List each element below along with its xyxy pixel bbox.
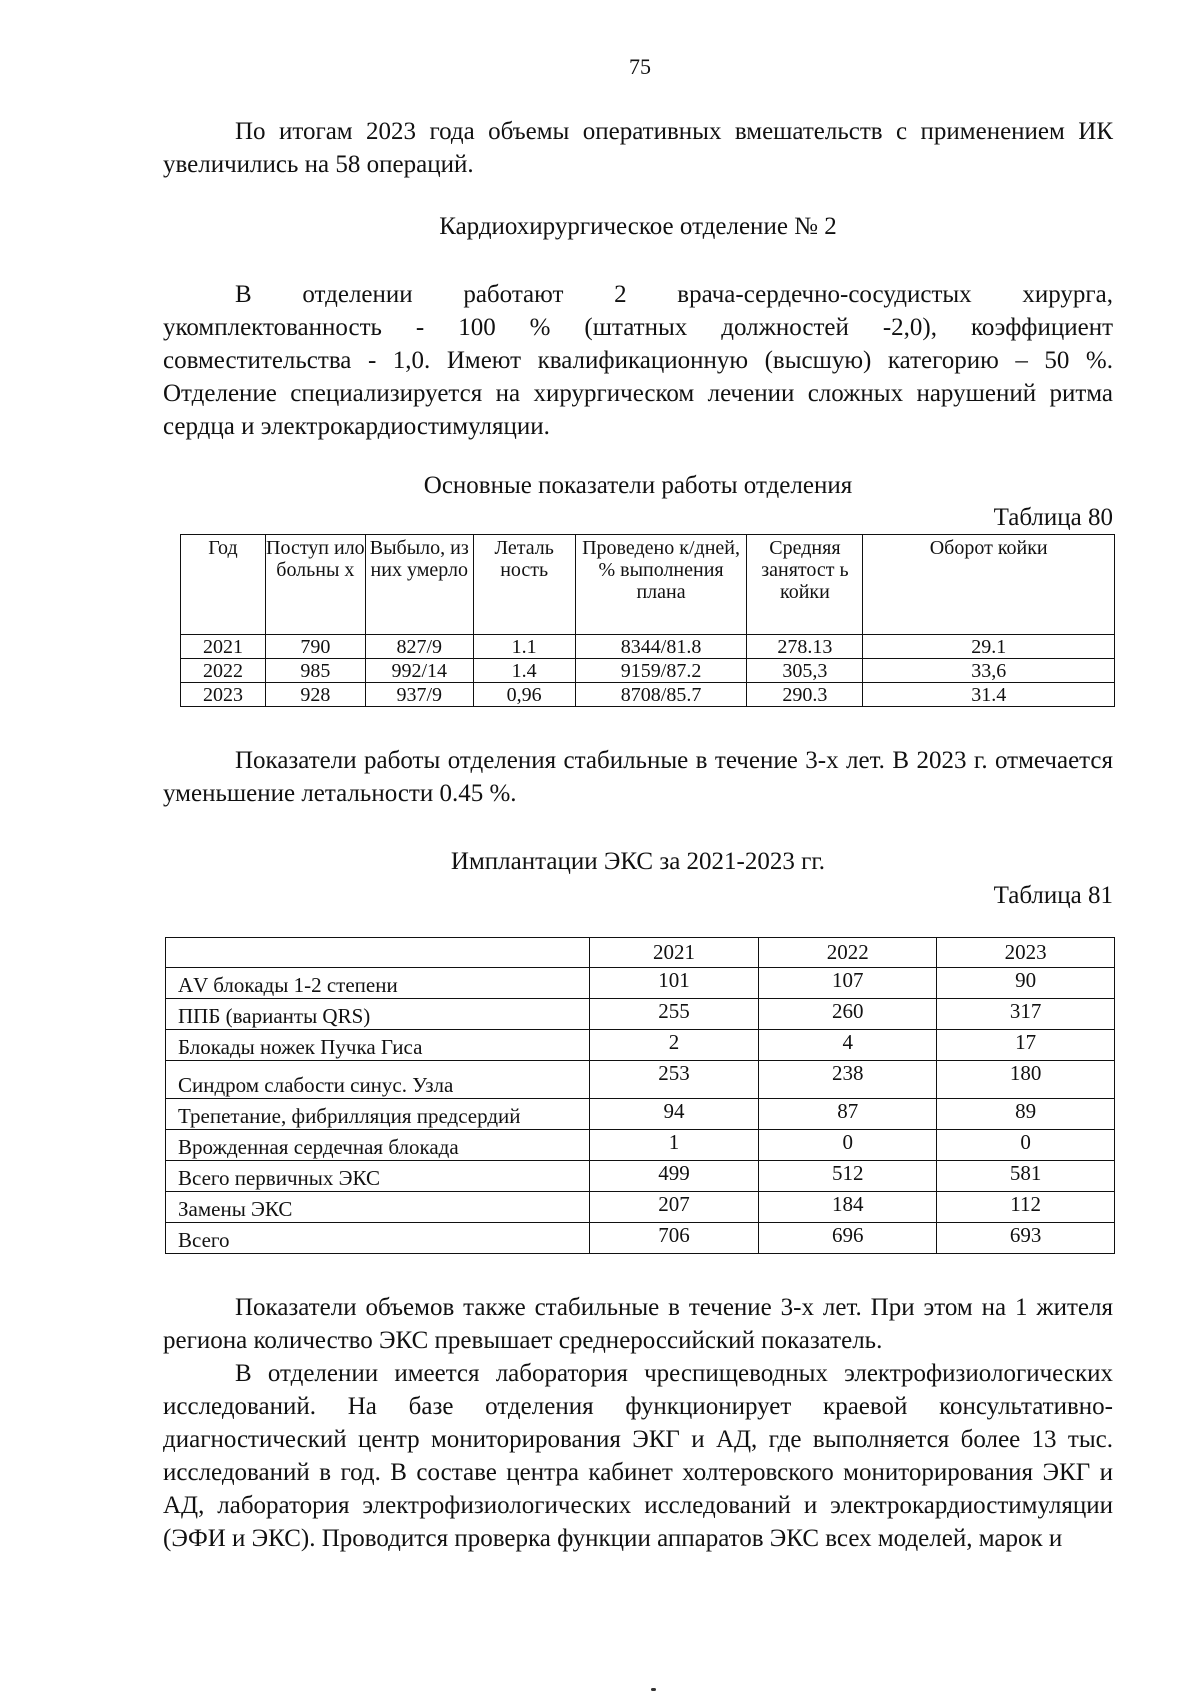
row-label: Врожденная сердечная блокада <box>166 1130 590 1161</box>
intro-paragraph <box>163 115 1113 181</box>
table-cell: 0,96 <box>473 683 575 707</box>
row-label: Всего первичных ЭКС <box>166 1161 590 1192</box>
table-cell: 207 <box>589 1192 759 1223</box>
table-cell: 255 <box>589 999 759 1030</box>
table80-header-row <box>181 535 1115 635</box>
row-label: Всего <box>166 1223 590 1254</box>
table-row <box>181 659 1115 683</box>
table-cell: 928 <box>265 683 365 707</box>
table-row <box>166 1099 1115 1130</box>
table-cell: 278.13 <box>747 635 863 659</box>
table-cell: 992/14 <box>365 659 473 683</box>
table-row <box>166 1192 1115 1223</box>
page-number: 75 <box>629 54 651 79</box>
scan-speck <box>651 1688 656 1691</box>
year-header: 2023 <box>937 938 1115 968</box>
table-cell: 107 <box>759 968 937 999</box>
table-cell: 305,3 <box>747 659 863 683</box>
row-label: АV блокады 1-2 степени <box>166 968 590 999</box>
year-header: 2022 <box>759 938 937 968</box>
table80-header: Леталь ность <box>473 535 575 635</box>
table-cell: 94 <box>589 1099 759 1130</box>
table-cell: 112 <box>937 1192 1115 1223</box>
table-cell: 0 <box>759 1130 937 1161</box>
table80-header: Проведено к/дней, % выполнения плана <box>575 535 747 635</box>
table80-header: Средняя занятост ь койки <box>747 535 863 635</box>
table-cell: 33,6 <box>863 659 1115 683</box>
row-label: Блокады ножек Пучка Гиса <box>166 1030 590 1061</box>
section-text: В отделении работают 2 врача-сердечно-сосудистых хирурга, укомплектованность - 100 % (штатных должностей -2,0), коэффициент совместительства - 1,0. Имеют квалификационную (высшую) категорию – 50 %. Отделение специализируется на хирургическом лечении сложных нарушений ритма сердца и электрокардиостимуляции. <box>163 281 1113 440</box>
table-cell: 8344/81.8 <box>575 635 747 659</box>
table-80 <box>180 534 1115 707</box>
table80-header: Выбыло, из них умерло <box>365 535 473 635</box>
table-cell: 253 <box>589 1061 759 1099</box>
after-table80-paragraph <box>163 744 1113 810</box>
table-cell: 238 <box>759 1061 937 1099</box>
table-cell: 2021 <box>181 635 266 659</box>
table-cell: 2 <box>589 1030 759 1061</box>
table-cell: 499 <box>589 1161 759 1192</box>
table-row <box>166 1161 1115 1192</box>
table-cell: 1.4 <box>473 659 575 683</box>
row-label: Синдром слабости синус. Узла <box>166 1061 590 1099</box>
table-cell: 31.4 <box>863 683 1115 707</box>
table-cell: 696 <box>759 1223 937 1254</box>
table81-caption: Имплантации ЭКС за 2021-2023 гг. <box>450 848 826 875</box>
table-row <box>181 635 1115 659</box>
row-label: ППБ (варианты QRS) <box>166 999 590 1030</box>
table-cell: 706 <box>589 1223 759 1254</box>
after-table81-text-1: Показатели объемов также стабильные в течение 3-х лет. При этом на 1 жителя региона количество ЭКС превышает среднероссийский показатель. <box>163 1294 1113 1354</box>
table80-header: Год <box>181 535 266 635</box>
after-table81-text-2: В отделении имеется лаборатория чреспищеводных электрофизиологических исследований. На базе отделения функционирует краевой консультативно-диагностический центр мониторирования ЭКГ и АД, где выполняется более 13 тыс. исследований в год. В составе центра кабинет холтеровского мониторирования ЭКГ и АД, лаборатория электрофизиологических исследований и электрокардиостимуляции (ЭФИ и ЭКС). Проводится проверка функции аппаратов ЭКС всех моделей, марок и <box>163 1360 1113 1552</box>
table-cell: 512 <box>759 1161 937 1192</box>
table-cell: 827/9 <box>365 635 473 659</box>
table-cell: 260 <box>759 999 937 1030</box>
table-cell: 9159/87.2 <box>575 659 747 683</box>
table-cell: 90 <box>937 968 1115 999</box>
table-cell: 17 <box>937 1030 1115 1061</box>
table-cell: 937/9 <box>365 683 473 707</box>
table81-header-row <box>166 938 1115 968</box>
table-row <box>166 1223 1115 1254</box>
table-cell: 1 <box>589 1130 759 1161</box>
table-cell: 8708/85.7 <box>575 683 747 707</box>
table80-header: Оборот койки <box>863 535 1115 635</box>
table-row <box>181 683 1115 707</box>
section-paragraph <box>163 278 1113 443</box>
table-cell: 790 <box>265 635 365 659</box>
table-cell: 87 <box>759 1099 937 1130</box>
row-label: Замены ЭКС <box>166 1192 590 1223</box>
table-row <box>166 968 1115 999</box>
section-title: Кардиохирургическое отделение № 2 <box>439 213 837 240</box>
table-cell: 2022 <box>181 659 266 683</box>
row-label: Трепетание, фибрилляция предсердий <box>166 1099 590 1130</box>
table-cell: 0 <box>937 1130 1115 1161</box>
table-cell <box>166 938 590 968</box>
table-cell: 101 <box>589 968 759 999</box>
table-cell: 290.3 <box>747 683 863 707</box>
table-row <box>166 999 1115 1030</box>
table-cell: 4 <box>759 1030 937 1061</box>
table80-caption: Основные показатели работы отделения <box>423 472 853 499</box>
table81-label: Таблица 81 <box>993 882 1113 909</box>
table-cell: 29.1 <box>863 635 1115 659</box>
table-row <box>166 1030 1115 1061</box>
table80-header: Поступ ило больны х <box>265 535 365 635</box>
table-cell: 581 <box>937 1161 1115 1192</box>
closing-paragraphs <box>163 1291 1113 1555</box>
table-cell: 317 <box>937 999 1115 1030</box>
intro-text: По итогам 2023 года объемы оперативных вмешательств с применением ИК увеличились на 58 операций. <box>163 118 1113 178</box>
table-cell: 2023 <box>181 683 266 707</box>
after-table80-text: Показатели работы отделения стабильные в течение 3-х лет. В 2023 г. отмечается уменьшение летальности 0.45 %. <box>163 747 1113 807</box>
table-cell: 1.1 <box>473 635 575 659</box>
year-header: 2021 <box>589 938 759 968</box>
table-row <box>166 1061 1115 1099</box>
table-81 <box>165 937 1115 1254</box>
table-cell: 184 <box>759 1192 937 1223</box>
table80-label: Таблица 80 <box>993 504 1113 531</box>
table-cell: 693 <box>937 1223 1115 1254</box>
table-cell: 89 <box>937 1099 1115 1130</box>
table-row <box>166 1130 1115 1161</box>
table-cell: 180 <box>937 1061 1115 1099</box>
table-cell: 985 <box>265 659 365 683</box>
